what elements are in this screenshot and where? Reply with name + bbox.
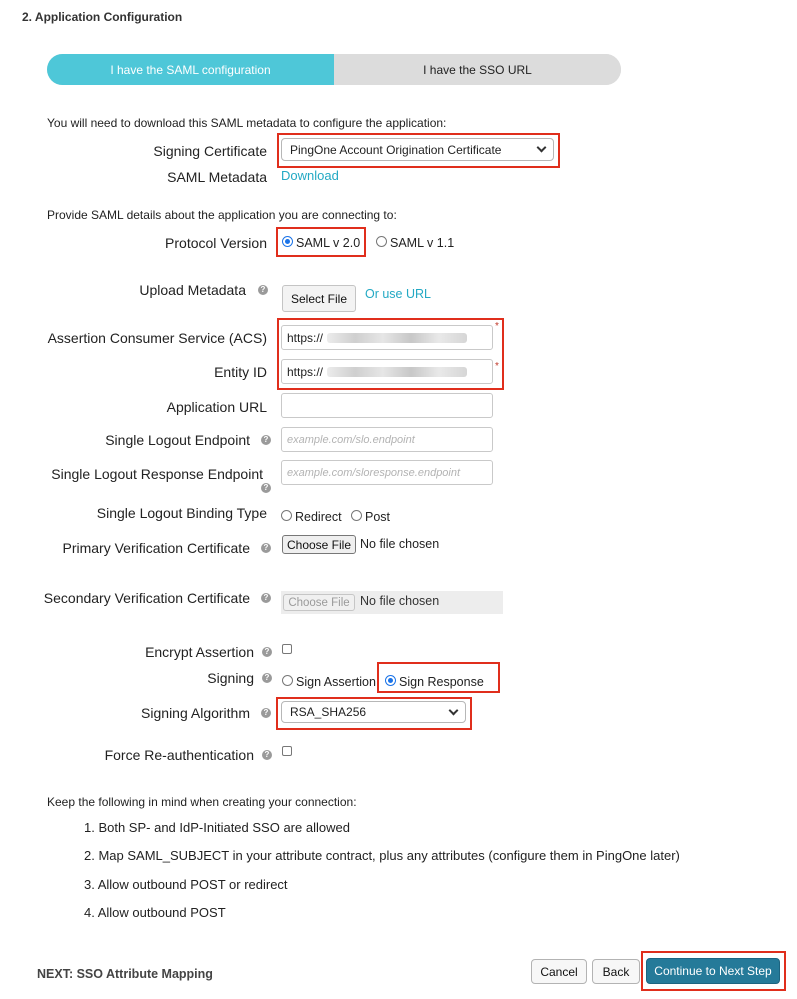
primary-cert-label: Primary Verification Certificate: [62, 540, 250, 556]
continue-button[interactable]: Continue to Next Step: [646, 958, 780, 984]
slo-response-label: Single Logout Response Endpoint: [51, 466, 263, 482]
primary-file-status: No file chosen: [360, 537, 440, 551]
upload-metadata-label: Upload Metadata: [139, 282, 246, 298]
chevron-down-icon: [449, 705, 459, 715]
select-file-button[interactable]: Select File: [282, 285, 356, 312]
sign-response-option[interactable]: Sign Response: [385, 673, 484, 691]
download-link[interactable]: Download: [281, 168, 339, 183]
help-icon[interactable]: ?: [262, 647, 272, 657]
signing-label: Signing: [207, 670, 254, 686]
back-button[interactable]: Back: [592, 959, 640, 984]
secondary-file-status: No file chosen: [360, 594, 440, 608]
application-url-input[interactable]: [281, 393, 493, 418]
signing-algorithm-select[interactable]: [281, 701, 466, 723]
signing-certificate-label: Signing Certificate: [153, 143, 267, 159]
help-icon[interactable]: ?: [261, 435, 271, 445]
slo-binding-label: Single Logout Binding Type: [96, 505, 267, 521]
tab-saml-configuration[interactable]: I have the SAML configuration: [47, 54, 334, 85]
slo-endpoint-input[interactable]: example.com/slo.endpoint: [281, 427, 493, 452]
next-step-label: NEXT: SSO Attribute Mapping: [37, 967, 213, 981]
radio-unselected[interactable]: [282, 675, 293, 686]
provide-note: Provide SAML details about the application you are connecting to:: [47, 208, 397, 222]
radio-unselected[interactable]: [281, 510, 292, 521]
protocol-saml2-option[interactable]: SAML v 2.0: [282, 234, 360, 252]
acs-input[interactable]: [281, 325, 493, 350]
help-icon[interactable]: ?: [261, 543, 271, 553]
force-reauth-checkbox[interactable]: [282, 746, 292, 756]
binding-redirect-option[interactable]: Redirect: [281, 508, 342, 526]
force-reauth-label: Force Re-authentication: [104, 747, 254, 763]
binding-post-option[interactable]: Post: [351, 508, 390, 526]
primary-choose-file-button[interactable]: Choose File: [282, 535, 356, 554]
redacted-text: [327, 367, 467, 377]
secondary-cert-label: Secondary Verification Certificate: [43, 590, 250, 606]
download-note: You will need to download this SAML metadata to configure the application:: [47, 116, 447, 130]
help-icon[interactable]: ?: [258, 285, 268, 295]
keep-note: Keep the following in mind when creating your connection:: [47, 795, 357, 809]
entity-id-label: Entity ID: [214, 364, 267, 380]
slo-response-input[interactable]: example.com/sloresponse.endpoint: [281, 460, 493, 485]
signing-algorithm-value: RSA_SHA256: [290, 705, 367, 719]
signing-algorithm-label: Signing Algorithm: [141, 705, 250, 721]
help-icon[interactable]: ?: [261, 708, 271, 718]
radio-selected[interactable]: [385, 675, 396, 686]
encrypt-assertion-checkbox[interactable]: [282, 644, 292, 654]
sign-assertion-option[interactable]: Sign Assertion: [282, 673, 376, 691]
radio-selected[interactable]: [282, 236, 293, 247]
acs-value: https://: [287, 330, 324, 345]
required-marker: *: [495, 321, 499, 332]
chevron-down-icon: [537, 143, 547, 153]
list-item: 1. Both SP- and IdP-Initiated SSO are allowed: [84, 820, 350, 835]
entity-id-value: https://: [287, 364, 324, 379]
protocol-saml11-option[interactable]: SAML v 1.1: [376, 234, 454, 252]
cancel-button[interactable]: Cancel: [531, 959, 587, 984]
saml-metadata-label: SAML Metadata: [167, 169, 267, 185]
radio-unselected[interactable]: [351, 510, 362, 521]
application-url-label: Application URL: [166, 399, 267, 415]
protocol-version-label: Protocol Version: [165, 235, 267, 251]
required-marker: *: [495, 361, 499, 372]
acs-label: Assertion Consumer Service (ACS): [47, 330, 267, 346]
list-item: 3. Allow outbound POST or redirect: [84, 877, 288, 892]
slo-endpoint-label: Single Logout Endpoint: [105, 432, 250, 448]
section-title: 2. Application Configuration: [22, 10, 183, 24]
help-icon[interactable]: ?: [261, 483, 271, 493]
entity-id-input[interactable]: [281, 359, 493, 384]
list-item: 4. Allow outbound POST: [84, 905, 226, 920]
encrypt-assertion-label: Encrypt Assertion: [145, 644, 254, 660]
tab-sso-url[interactable]: I have the SSO URL: [334, 54, 621, 85]
redacted-text: [327, 333, 467, 343]
signing-certificate-select[interactable]: [281, 138, 554, 161]
signing-certificate-value: PingOne Account Origination Certificate: [290, 142, 502, 157]
config-mode-toggle: [47, 54, 621, 85]
use-url-link[interactable]: Or use URL: [365, 287, 431, 301]
help-icon[interactable]: ?: [261, 593, 271, 603]
list-item: 2. Map SAML_SUBJECT in your attribute contract, plus any attributes (configure them in PingOne later): [84, 848, 680, 863]
help-icon[interactable]: ?: [262, 673, 272, 683]
radio-unselected[interactable]: [376, 236, 387, 247]
help-icon[interactable]: ?: [262, 750, 272, 760]
secondary-choose-file-button[interactable]: Choose File: [283, 594, 355, 611]
